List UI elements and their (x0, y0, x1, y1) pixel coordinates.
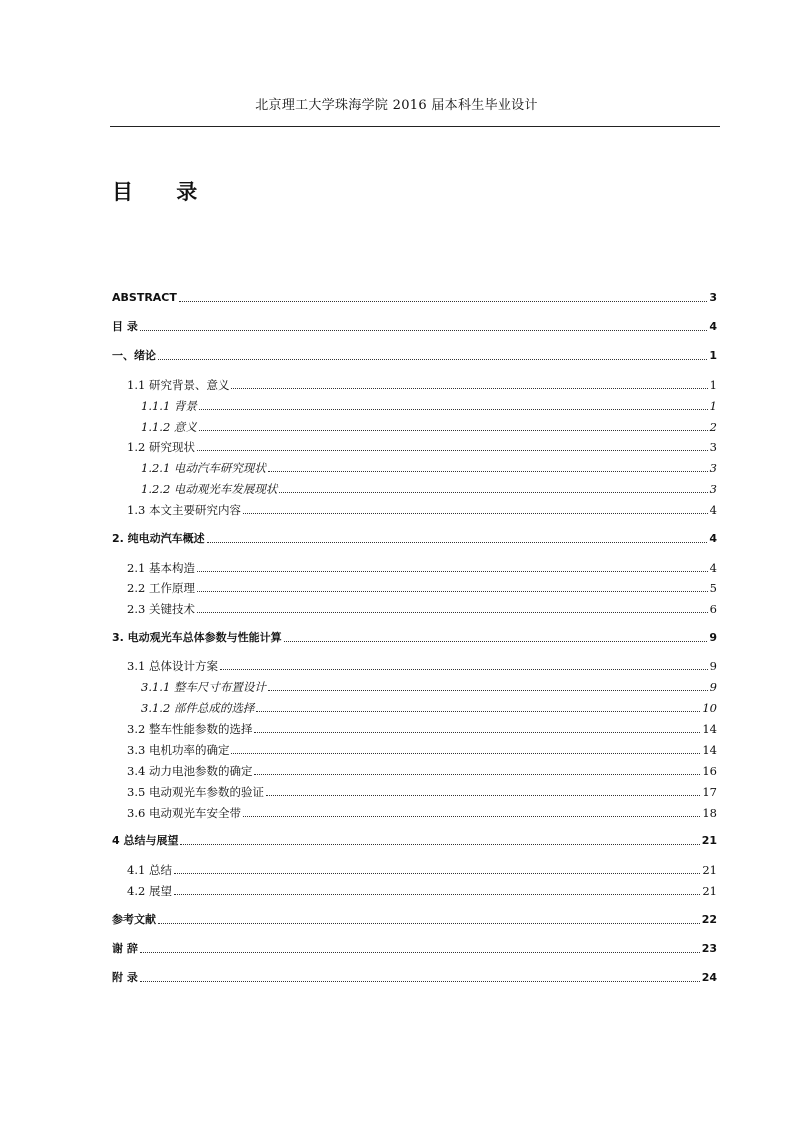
toc-dot-leader (199, 409, 708, 410)
page-header: 北京理工大学珠海学院 2016 届本科生毕业设计 (255, 98, 538, 113)
toc-entry[interactable] (0, 346, 793, 364)
toc-entry[interactable] (0, 761, 793, 779)
toc-entry-label: 4.1 总结 (127, 863, 172, 877)
toc-entry[interactable] (0, 677, 793, 695)
toc-entry-label: 3.6 电动观光车安全带 (127, 806, 241, 820)
toc-dot-leader (231, 388, 707, 389)
toc-entry-page: 14 (702, 722, 717, 736)
toc-dot-leader (140, 330, 708, 331)
toc-entry-label: 2.3 关键技术 (127, 602, 195, 616)
toc-entry-label: 谢 辞 (112, 942, 138, 955)
toc-dot-leader (268, 471, 708, 472)
toc-entry[interactable] (0, 458, 793, 476)
toc-entry-label: 目 录 (112, 320, 138, 333)
toc-entry-label: 3.1.2 部件总成的选择 (141, 701, 255, 715)
toc-entry-page: 10 (702, 701, 717, 715)
toc-entry-page: 18 (702, 806, 717, 820)
toc-dot-leader (174, 894, 700, 895)
toc-dot-leader (197, 591, 708, 592)
toc-entry[interactable] (0, 740, 793, 758)
toc-dot-leader (256, 711, 700, 712)
toc-dot-leader (284, 641, 708, 642)
toc-entry-label: 3.2 整车性能参数的选择 (127, 722, 253, 736)
toc-entry-page: 16 (702, 764, 717, 778)
page-title: 目 录 (112, 180, 216, 204)
toc-entry-label: 3.5 电动观光车参数的验证 (127, 785, 264, 799)
toc-entry-page: 9 (709, 659, 717, 673)
toc-entry-label: 一、绪论 (112, 349, 156, 362)
toc-entry[interactable] (0, 782, 793, 800)
toc-entry[interactable] (0, 375, 793, 393)
toc-entry[interactable] (0, 881, 793, 899)
toc-entry-page: 9 (709, 680, 717, 694)
toc-dot-leader (231, 753, 700, 754)
toc-entry-page: 21 (702, 863, 717, 877)
toc-entry-label: 附 录 (112, 971, 138, 984)
toc-entry[interactable] (0, 578, 793, 596)
toc-dot-leader (180, 844, 699, 845)
toc-entry-label: 2.2 工作原理 (127, 581, 195, 595)
toc-entry[interactable] (0, 417, 793, 435)
toc-entry-label: 3.3 电机功率的确定 (127, 743, 230, 757)
toc-entry-page: 4 (709, 561, 717, 575)
toc-dot-leader (207, 542, 708, 543)
toc-dot-leader (268, 690, 708, 691)
toc-dot-leader (199, 430, 708, 431)
toc-entry[interactable] (0, 803, 793, 821)
toc-entry-page: 17 (702, 785, 717, 799)
toc-entry-page: 3 (709, 461, 717, 475)
toc-dot-leader (254, 732, 700, 733)
toc-entry-page: 3 (709, 482, 717, 496)
toc-entry-page: 22 (701, 913, 717, 926)
toc-entry-label: 3. 电动观光车总体参数与性能计算 (112, 631, 282, 644)
toc-entry-page: 3 (709, 440, 717, 454)
toc-entry-label: 4.2 展望 (127, 884, 172, 898)
toc-entry-page: 5 (709, 581, 717, 595)
toc-dot-leader (174, 873, 700, 874)
toc-entry[interactable] (0, 860, 793, 878)
toc-entry-label: 1.2.2 电动观光车发展现状 (141, 482, 278, 496)
toc-entry[interactable] (0, 831, 793, 849)
toc-dot-leader (220, 669, 708, 670)
toc-entry-page: 1 (709, 349, 717, 362)
toc-entry[interactable] (0, 719, 793, 737)
toc-entry-label: ABSTRACT (112, 291, 177, 304)
toc-entry-label: 1.1.1 背景 (141, 399, 197, 413)
toc-dot-leader (243, 513, 708, 514)
toc-dot-leader (197, 450, 708, 451)
toc-entry-label: 1.3 本文主要研究内容 (127, 503, 241, 517)
toc-entry[interactable] (0, 939, 793, 957)
toc-entry-page: 2 (709, 420, 717, 434)
toc-entry-label: 1.2 研究现状 (127, 440, 195, 454)
toc-dot-leader (158, 923, 700, 924)
toc-entry[interactable] (0, 968, 793, 986)
toc-entry[interactable] (0, 479, 793, 497)
toc-entry-page: 4 (709, 320, 717, 333)
toc-entry-label: 3.1.1 整车尺寸布置设计 (141, 680, 266, 694)
toc-dot-leader (179, 301, 707, 302)
toc-entry-label: 参考文献 (112, 913, 156, 926)
toc-entry[interactable] (0, 698, 793, 716)
toc-entry-page: 24 (701, 971, 717, 984)
toc-entry[interactable] (0, 288, 793, 306)
toc-entry-label: 2. 纯电动汽车概述 (112, 532, 205, 545)
toc-dot-leader (158, 359, 707, 360)
toc-dot-leader (279, 492, 707, 493)
toc-entry[interactable] (0, 910, 793, 928)
toc-entry-label: 1.1.2 意义 (141, 420, 197, 434)
toc-dot-leader (197, 571, 708, 572)
toc-entry-page: 21 (702, 884, 717, 898)
toc-entry-page: 6 (709, 602, 717, 616)
toc-entry[interactable] (0, 558, 793, 576)
toc-entry[interactable] (0, 529, 793, 547)
toc-entry-page: 9 (709, 631, 717, 644)
toc-entry-page: 14 (702, 743, 717, 757)
toc-dot-leader (140, 981, 700, 982)
toc-dot-leader (254, 774, 700, 775)
toc-entry-page: 4 (709, 532, 717, 545)
toc-entry-page: 21 (701, 834, 717, 847)
toc-entry-label: 1.1 研究背景、意义 (127, 378, 230, 392)
toc-entry[interactable] (0, 396, 793, 414)
toc-entry-page: 23 (701, 942, 717, 955)
toc-dot-leader (266, 795, 700, 796)
toc-dot-leader (140, 952, 700, 953)
toc-entry[interactable] (0, 599, 793, 617)
toc-entry-label: 3.4 动力电池参数的确定 (127, 764, 253, 778)
toc-entry-label: 4 总结与展望 (112, 834, 179, 847)
toc-entry[interactable] (0, 317, 793, 335)
toc-entry-page: 4 (709, 503, 717, 517)
header-rule (110, 126, 720, 127)
toc-entry[interactable] (0, 628, 793, 646)
toc-entry-label: 2.1 基本构造 (127, 561, 195, 575)
toc-dot-leader (243, 816, 700, 817)
toc-entry[interactable] (0, 500, 793, 518)
toc-entry-label: 1.2.1 电动汽车研究现状 (141, 461, 266, 475)
toc-dot-leader (197, 612, 708, 613)
toc-entry[interactable] (0, 437, 793, 455)
toc-entry-label: 3.1 总体设计方案 (127, 659, 218, 673)
toc-entry-page: 1 (709, 378, 717, 392)
toc-entry[interactable] (0, 656, 793, 674)
toc-entry-page: 3 (709, 291, 717, 304)
toc-entry-page: 1 (709, 399, 717, 413)
